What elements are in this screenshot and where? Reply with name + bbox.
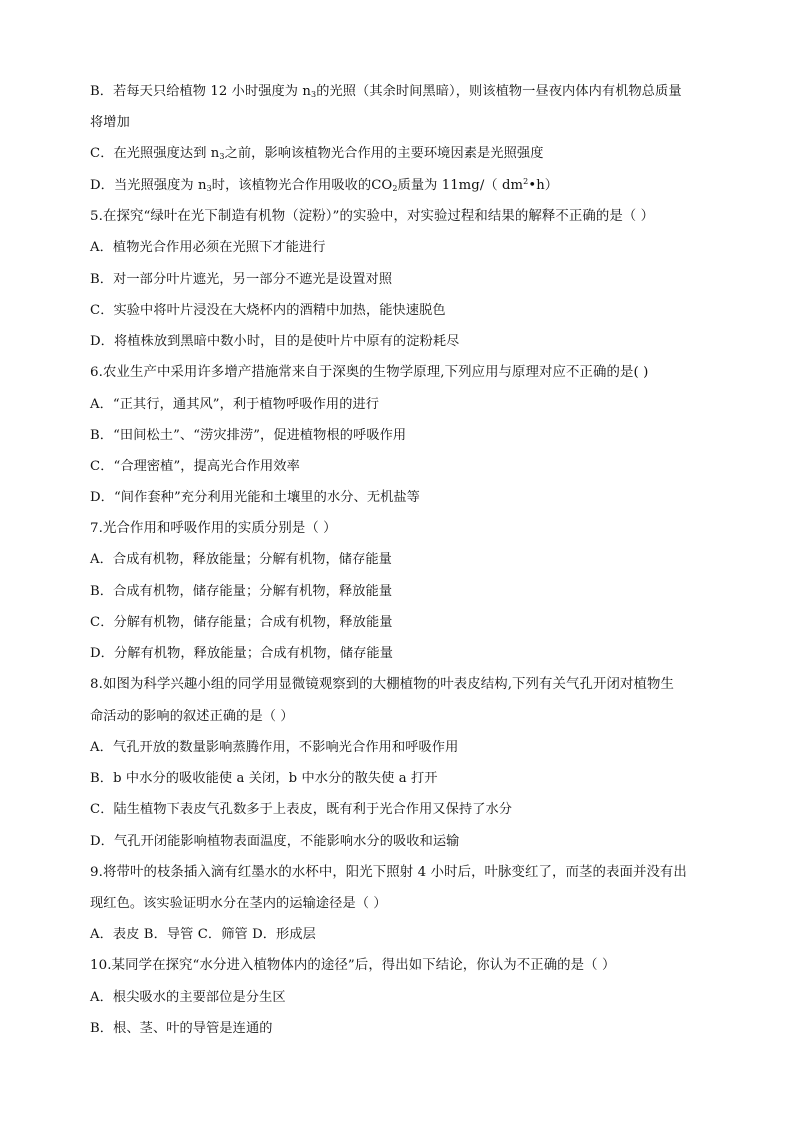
text-segment: 7.光合作用和呼吸作用的实质分别是（ ） — [90, 521, 337, 536]
subscript-text: 3 — [219, 152, 225, 161]
answer-option-line — [90, 834, 720, 850]
text-segment: D．将植株放到黑暗中数小时，目的是使叶片中原有的淀粉耗尽 — [90, 334, 460, 349]
text-segment: C．“合理密植”，提高光合作用效率 — [90, 459, 300, 474]
answer-option-line — [90, 802, 720, 818]
text-segment: B．合成有机物，储存能量；分解有机物，释放能量 — [90, 584, 393, 599]
text-segment: A．气孔开放的数量影响蒸腾作用，不影响光合作用和呼吸作用 — [90, 740, 459, 755]
text-segment: 质量为 11mg/（ dm — [397, 178, 524, 193]
question-stem-line — [90, 365, 720, 381]
question-stem-line — [90, 677, 720, 693]
answer-option-line — [90, 490, 720, 506]
answer-option-line — [90, 646, 720, 662]
text-segment: D．当光照强度为 n — [90, 178, 207, 193]
answer-option-line — [90, 927, 720, 943]
text-segment: 将增加 — [90, 115, 130, 130]
text-segment: B．“田间松土”、“涝灾排涝”，促进植物根的呼吸作用 — [90, 428, 407, 443]
answer-option-line — [90, 303, 720, 319]
answer-option-line — [90, 240, 720, 256]
answer-option-line — [90, 459, 720, 475]
answer-option-line — [90, 615, 720, 631]
continuation-line — [90, 896, 720, 912]
question-stem-line — [90, 865, 720, 881]
answer-option-line — [90, 272, 720, 288]
text-segment: B．b 中水分的吸收能使 a 关闭，b 中水分的散失使 a 打开 — [90, 771, 438, 786]
text-segment: 10.某同学在探究“水分进入植物体内的途径”后，得出如下结论，你认为不正确的是（ ） — [90, 958, 616, 973]
text-segment: C．在光照强度达到 n — [90, 146, 220, 161]
text-segment: D．分解有机物，释放能量；合成有机物，储存能量 — [90, 646, 393, 661]
text-segment: B．根、茎、叶的导管是连通的 — [90, 1021, 273, 1036]
text-segment: •h） — [528, 178, 559, 193]
text-segment: A．根尖吸水的主要部位是分生区 — [90, 990, 286, 1005]
answer-option-line — [90, 178, 720, 194]
text-segment: A．“正其行，通其风”，利于植物呼吸作用的进行 — [90, 397, 380, 412]
text-segment: C．分解有机物，储存能量；合成有机物，释放能量 — [90, 615, 393, 630]
text-segment: 时，该植物光合作用吸收的CO — [211, 178, 393, 193]
answer-option-line — [90, 397, 720, 413]
question-stem-line — [90, 209, 720, 225]
text-segment: A．表皮 B．导管 C．筛管 D．形成层 — [90, 927, 316, 942]
subscript-text: 2 — [392, 184, 398, 193]
answer-option-line — [90, 584, 720, 600]
text-segment: C．实验中将叶片浸没在大烧杯内的酒精中加热，能快速脱色 — [90, 303, 446, 318]
answer-option-line — [90, 990, 720, 1006]
text-segment: 6.农业生产中采用许多增产措施常来自于深奥的生物学原理,下列应用与原理对应不正确的是( ) — [90, 365, 649, 380]
superscript-text: 2 — [523, 177, 529, 186]
answer-option-line — [90, 334, 720, 350]
text-segment: C．陆生植物下表皮气孔数多于上表皮，既有利于光合作用又保持了水分 — [90, 802, 513, 817]
question-stem-line — [90, 958, 720, 974]
question-stem-line — [90, 521, 720, 537]
text-segment: 之前，影响该植物光合作用的主要环境因素是光照强度 — [224, 146, 544, 161]
continuation-line — [90, 115, 720, 131]
text-segment: D．“间作套种”充分利用光能和土壤里的水分、无机盐等 — [90, 490, 420, 505]
subscript-text: 3 — [206, 184, 212, 193]
answer-option-line — [90, 771, 720, 787]
subscript-text: 3 — [310, 90, 317, 99]
answer-option-line — [90, 84, 720, 100]
text-segment: 现红色。该实验证明水分在茎内的运输途径是（ ） — [90, 896, 387, 911]
text-segment: 命活动的影响的叙述正确的是（ ） — [90, 709, 294, 724]
text-segment: B．若每天只给植物 12 小时强度为 n — [90, 84, 311, 99]
text-segment: A．植物光合作用必须在光照下才能进行 — [90, 240, 326, 255]
answer-option-line — [90, 552, 720, 568]
continuation-line — [90, 709, 720, 725]
text-segment: 8.如图为科学兴趣小组的同学用显微镜观察到的大棚植物的叶表皮结构,下列有关气孔开闭对植物生 — [90, 677, 674, 692]
text-segment: 9.将带叶的枝条插入滴有红墨水的水杯中，阳光下照射 4 小时后，叶脉变红了，而茎的表面并没有出 — [90, 865, 687, 880]
text-segment: 的光照（其余时间黑暗），则该植物一昼夜内体内有机物总质量 — [316, 84, 682, 99]
answer-option-line — [90, 740, 720, 756]
text-segment: A．合成有机物，释放能量；分解有机物，储存能量 — [90, 552, 392, 567]
text-segment: B．对一部分叶片遮光，另一部分不遮光是设置对照 — [90, 272, 393, 287]
answer-option-line — [90, 1021, 720, 1037]
answer-option-line — [90, 146, 720, 162]
answer-option-line — [90, 428, 720, 444]
text-segment: 5.在探究“绿叶在光下制造有机物（淀粉）”的实验中，对实验过程和结果的解释不正确的是（ ） — [90, 209, 655, 224]
text-segment: D．气孔开闭能影响植物表面温度，不能影响水分的吸收和运输 — [90, 834, 460, 849]
